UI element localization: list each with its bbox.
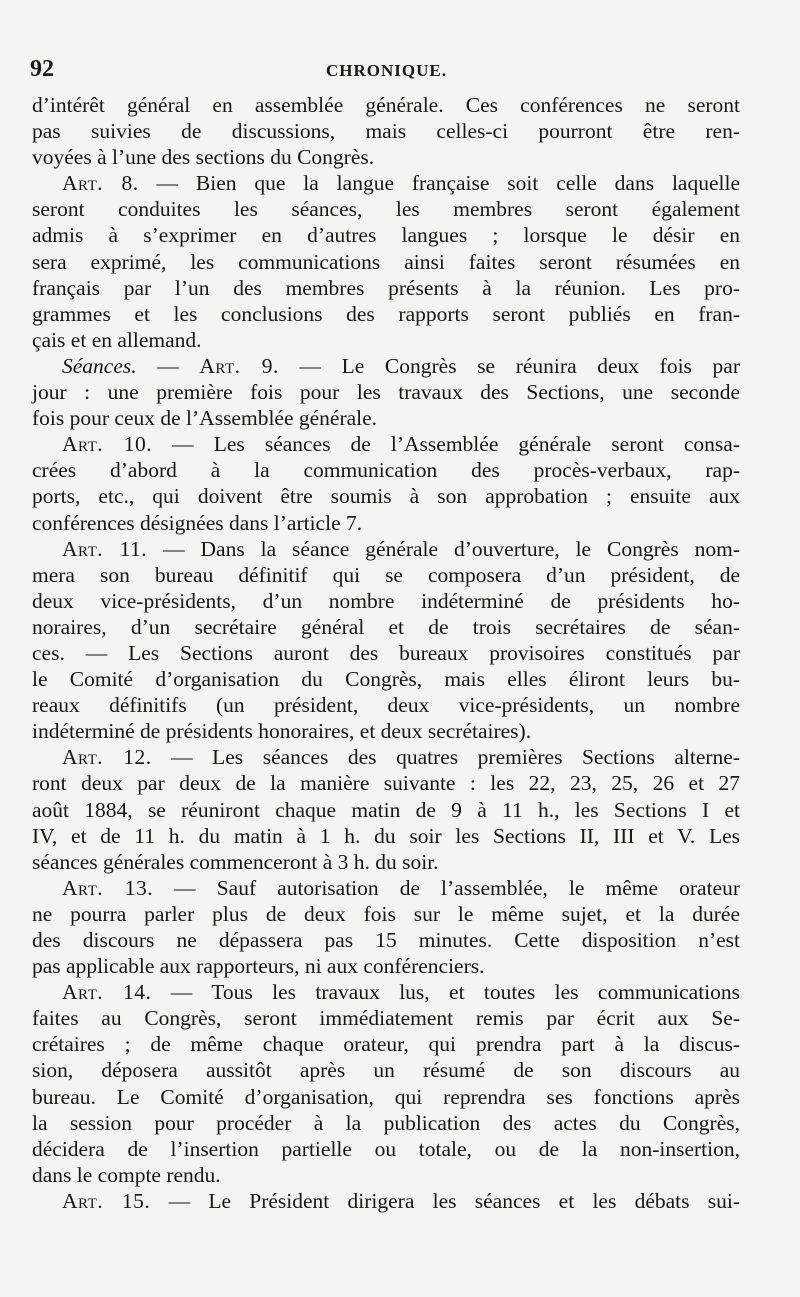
text-line (32, 692, 740, 718)
line-text: ports, etc., qui doivent être soumis à son approbation ; ensuite aux (32, 484, 740, 509)
text-line (32, 249, 740, 275)
text-line (32, 536, 740, 562)
text-line (32, 1057, 740, 1083)
text-line (32, 1110, 740, 1136)
text-line (32, 666, 740, 692)
line-text: IV, et de 11 h. du matin à 1 h. du soir les Sections II, III et V. Les (32, 823, 740, 848)
running-head (30, 56, 740, 86)
line-text: août 1884, se réuniront chaque matin de 9 à 11 h., les Sections I et (32, 797, 740, 822)
line-text: voyées à l’une des sections du Congrès. (32, 145, 375, 170)
line-text: — Les séances de l’Assemblée générale seront consa- (152, 432, 740, 457)
article-number: Art. 9. (199, 353, 279, 378)
text-line (32, 483, 740, 509)
line-text: français par l’un des membres présents à la réunion. Les pro- (32, 275, 740, 300)
text-line (32, 614, 740, 640)
line-text: d’intérêt général en assemblée générale. Ces conférences ne seront (32, 93, 740, 117)
text-line (32, 901, 740, 927)
line-text: décidera de l’insertion partielle ou totale, ou de la non-insertion, (32, 1136, 740, 1161)
text-line (32, 301, 740, 327)
text-line (32, 196, 740, 222)
text-line (32, 823, 740, 849)
line-text: deux vice-présidents, d’un nombre indéterminé de présidents ho- (32, 588, 740, 613)
text-line (32, 222, 740, 248)
line-text: — Bien que la langue française soit celle dans laquelle (138, 171, 741, 196)
line-text: crétaires ; de même chaque orateur, qui prendra part à la discus- (32, 1032, 740, 1057)
text-line (32, 1031, 740, 1057)
text-line (32, 405, 740, 431)
line-text: pas applicable aux rapporteurs, ni aux conférenciers. (32, 954, 485, 979)
text-line (32, 1162, 740, 1188)
text-line (32, 457, 740, 483)
line-text: admis à s’exprimer en d’autres langues ; lorsque le désir en (32, 223, 740, 248)
article-number: Art. 13. (62, 875, 154, 900)
article-number: Art. 10. (62, 432, 153, 457)
line-text: çais et en allemand. (32, 327, 202, 352)
text-line (32, 562, 740, 588)
line-text: bureau. Le Comité d’organisation, qui reprendra ses fonctions après (32, 1084, 740, 1109)
text-line (32, 118, 740, 144)
text-line (32, 927, 740, 953)
line-text: indéterminé de présidents honoraires, et deux secrétaires). (32, 719, 532, 744)
line-text: ne pourra parler plus de deux fois sur le même sujet, et la durée (32, 901, 740, 926)
separator: — (136, 353, 200, 378)
section-heading: Séances. (62, 353, 137, 378)
line-text: — Le Congrès se réunira deux fois par (278, 353, 741, 378)
body-text (32, 92, 740, 1214)
text-line (32, 979, 740, 1005)
line-text: le Comité d’organisation du Congrès, mais elles éliront leurs bu- (32, 667, 740, 692)
article-number: Art. 12. (62, 745, 152, 770)
line-text: seront conduites les séances, les membres seront également (32, 197, 740, 222)
text-line (32, 431, 740, 457)
text-line (32, 744, 740, 770)
line-text: noraires, d’un secrétaire général et de trois secrétaires de séan- (32, 614, 740, 639)
line-text: sera exprimé, les communications ainsi faites seront résumées en (32, 249, 740, 274)
line-text: dans le compte rendu. (32, 1162, 221, 1187)
article-number: Art. 8. (62, 171, 139, 196)
text-line (32, 875, 740, 901)
line-text: faites au Congrès, seront immédiatement remis par écrit aux Se- (32, 1006, 740, 1031)
line-text: mera son bureau définitif qui se composera d’un président, de (32, 562, 740, 587)
article-number: Art. 14. (62, 980, 152, 1005)
text-line (32, 92, 740, 118)
running-title: CHRONIQUE. (326, 61, 447, 80)
text-line (32, 1188, 740, 1214)
text-line (32, 588, 740, 614)
article-number: Art. 11. (62, 536, 148, 561)
line-text: pas suivies de discussions, mais celles-ci pourront être ren- (32, 119, 740, 144)
line-text: ront deux par deux de la manière suivante : les 22, 23, 25, 26 et 27 (32, 771, 740, 796)
line-text: fois pour ceux de l’Assemblée générale. (32, 406, 378, 431)
text-line (32, 718, 740, 744)
line-text: crées d’abord à la communication des procès-verbaux, rap- (32, 458, 740, 483)
text-line (32, 640, 740, 666)
page-number: 92 (30, 56, 54, 82)
text-line (32, 353, 740, 379)
text-line (32, 170, 740, 196)
line-text: des discours ne dépassera pas 15 minutes. Cette disposition n’est (32, 928, 740, 952)
text-line (32, 797, 740, 823)
line-text: — Dans la séance générale d’ouverture, le Congrès nom- (147, 536, 740, 561)
article-number: Art. 15. (62, 1188, 151, 1213)
line-text: sion, déposera aussitôt après un résumé de son discours au (32, 1058, 740, 1083)
text-line (32, 510, 740, 536)
line-text: la session pour procéder à la publication des actes du Congrès, (32, 1110, 740, 1135)
line-text: ces. — Les Sections auront des bureaux provisoires constitués par (32, 640, 740, 665)
line-text: grammes et les conclusions des rapports seront publiés en fran- (32, 301, 740, 326)
text-line (32, 275, 740, 301)
text-line (32, 379, 740, 405)
line-text: reaux définitifs (un président, deux vice-présidents, un nombre (32, 693, 740, 718)
line-text: — Tous les travaux lus, et toutes les communications (151, 980, 741, 1005)
text-line (32, 327, 740, 353)
line-text: séances générales commenceront à 3 h. du soir. (32, 849, 439, 874)
line-text: — Sauf autorisation de l’assemblée, le même orateur (153, 875, 740, 900)
text-line (32, 953, 740, 979)
line-text: — Les séances des quatres premières Sections alterne- (151, 745, 740, 770)
text-line (32, 1136, 740, 1162)
text-line (32, 144, 740, 170)
line-text: — Le Président dirigera les séances et les débats sui- (150, 1188, 741, 1213)
text-line (32, 770, 740, 796)
line-text: jour : une première fois pour les travaux des Sections, une seconde (32, 380, 740, 405)
text-line (32, 1084, 740, 1110)
line-text: conférences désignées dans l’article 7. (32, 510, 363, 535)
text-line (32, 1005, 740, 1031)
text-line (32, 849, 740, 875)
